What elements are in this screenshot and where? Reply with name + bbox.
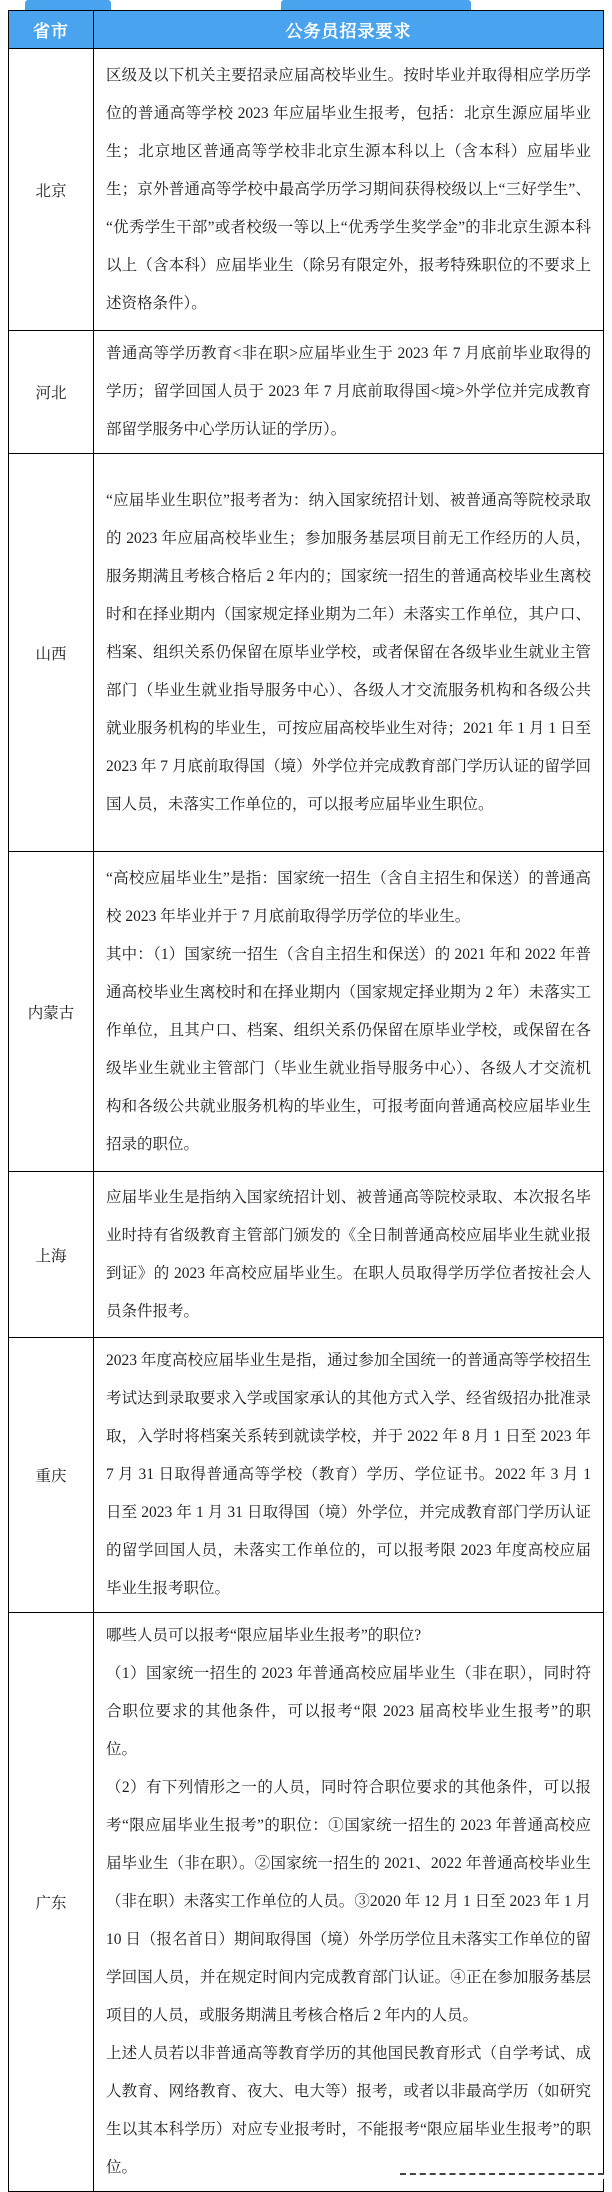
recruitment-requirements-table xyxy=(8,10,604,2192)
requirements-cell-shanghai xyxy=(94,1172,604,1338)
header-cell-province: 省市 xyxy=(9,11,94,49)
requirement-paragraph: （2）有下列情形之一的人员，同时符合职位要求的其他条件，可以报考“限应届毕业生报考”的职位：①国家统一招生的 2023 年普通高校应届毕业生（非在职）。②国家统一招生的 2021、2022 年普通高校毕业生（非在职）未落实工作单位的人员。③2020 年 12 月 1 日至 2023 年 1 月 10 日（报名首日）期间取得国（境）外学历学位且未落实工作单位的留学回国人员，并在规定时间内完成教育部门认证。④正在参加服务基层项目的人员，或服务期满且考核合格后 2 年内的人员。 xyxy=(106,1779,591,2024)
province-cell-shanxi: 山西 xyxy=(9,454,94,852)
table-row-neimenggu xyxy=(9,852,604,1172)
header-row xyxy=(9,11,604,49)
table-row-beijing xyxy=(9,49,604,331)
table-row-chongqing xyxy=(9,1338,604,1613)
requirements-cell-beijing xyxy=(94,49,604,331)
requirement-paragraph: “高校应届毕业生”是指：国家统一招生（含自主招生和保送）的普通高校 2023 年毕业并于 7 月底前取得学历学位的毕业生。 xyxy=(106,869,591,925)
requirement-paragraph: 普通高等学历教育<非在职>应届毕业生于 2023 年 7 月底前毕业取得的学历；留学回国人员于 2023 年 7 月底前取得国<境>外学位并完成教育部留学服务中心学历认证的学历）。 xyxy=(106,345,591,438)
requirements-cell-shanxi xyxy=(94,454,604,852)
requirement-paragraph: 区级及以下机关主要招录应届高校毕业生。按时毕业并取得相应学历学位的普通高等学校 2023 年应届毕业生报考，包括：北京生源应届毕业生；北京地区普通高等学校非北京生源本科以上（含本科）应届毕业生；京外普通高等学校中最高学历学习期间获得校级以上“三好学生”、“优秀学生干部”或者校级一等以上“优秀学生奖学金”的非北京生源本科以上（含本科）应届毕业生（除另有限定外，报考特殊职位的不要求上述资格条件）。 xyxy=(106,66,591,312)
province-cell-hebei: 河北 xyxy=(9,331,94,454)
cropped-element-bar-left xyxy=(25,0,111,10)
table-row-guangdong xyxy=(9,1613,604,2192)
requirement-paragraph: 哪些人员可以报考“限应届毕业生报考”的职位? xyxy=(106,1627,422,1644)
requirements-cell-guangdong xyxy=(94,1613,604,2192)
table-row-shanxi xyxy=(9,454,604,852)
table-row-hebei xyxy=(9,331,604,454)
province-cell-beijing: 北京 xyxy=(9,49,94,331)
province-cell-neimenggu: 内蒙古 xyxy=(9,852,94,1172)
cropped-element-bar-right xyxy=(281,0,471,10)
header-cell-requirements: 公务员招录要求 xyxy=(94,11,604,49)
requirement-paragraph: 上述人员若以非普通高等教育学历的其他国民教育形式（自学考试、成人教育、网络教育、夜大、电大等）报考，或者以非最高学历（如研究生以其本科学历）对应专业报考时，不能报考“限应届毕业生报考”的职位。 xyxy=(106,2045,591,2176)
requirement-paragraph: 其中：（1）国家统一招生（含自主招生和保送）的 2021 年和 2022 年普通高校毕业生离校时和在择业期内（国家规定择业期为 2 年）未落实工作单位，且其户口、档案、组织关系仍保留在原毕业学校，或保留在各级毕业生就业主管部门（毕业生就业指导服务中心）、各级人才交流机构和各级公共就业服务机构的毕业生，可报考面向普通高校应届毕业生招录的职位。 xyxy=(106,945,591,1153)
requirement-paragraph: （1）国家统一招生的 2023 年普通高校应届毕业生（非在职），同时符合职位要求的其他条件，可以报考“限 2023 届高校毕业生报考”的职位。 xyxy=(106,1665,591,1758)
province-cell-shanghai: 上海 xyxy=(9,1172,94,1338)
requirement-paragraph: 2023 年度高校应届毕业生是指，通过参加全国统一的普通高等学校招生考试达到录取要求入学或国家承认的其他方式入学、经省级招办批准录取，入学时将档案关系转到就读学校，并于 2022 年 8 月 1 日至 2023 年 7 月 31 日取得普通高等学校（教育）学历、学位证书。2022 年 3 月 1 日至 2023 年 1 月 31 日取得国（境）外学位，并完成教育部门学历认证的留学回国人员，未落实工作单位的，可以报考限 2023 年度高校应届毕业生报考职位。 xyxy=(106,1352,591,1597)
province-cell-chongqing: 重庆 xyxy=(9,1338,94,1613)
requirement-paragraph: “应届毕业生职位”报考者为：纳入国家统招计划、被普通高等院校录取的 2023 年应届高校毕业生；参加服务基层项目前无工作经历的人员，服务期满且考核合格后 2 年内的；国家统一招生的普通高校毕业生离校时和在择业期内（国家规定择业期为二年）未落实工作单位，其户口、档案、组织关系仍保留在原毕业学校，或者保留在各级毕业生就业主管部门（毕业生就业指导服务中心）、各级人才交流服务机构和各级公共就业服务机构的毕业生，可按应届高校毕业生对待；2021 年 1 月 1 日至 2023 年 7 月底前取得国（境）外学位并完成教育部门学历认证的留学回国人员，未落实工作单位的，可以报考应届毕业生职位。 xyxy=(106,491,591,813)
dashed-border-artifact xyxy=(400,2173,604,2179)
province-cell-guangdong: 广东 xyxy=(9,1613,94,2192)
table-row-shanghai xyxy=(9,1172,604,1338)
requirements-cell-chongqing xyxy=(94,1338,604,1613)
requirement-paragraph: 应届毕业生是指纳入国家统招计划、被普通高等院校录取、本次报名毕业时持有省级教育主管部门颁发的《全日制普通高校应届毕业生就业报到证》的 2023 年高校应届毕业生。在职人员取得学历学位者按社会人员条件报考。 xyxy=(106,1188,591,1320)
requirements-cell-neimenggu xyxy=(94,852,604,1172)
requirements-cell-hebei xyxy=(94,331,604,454)
